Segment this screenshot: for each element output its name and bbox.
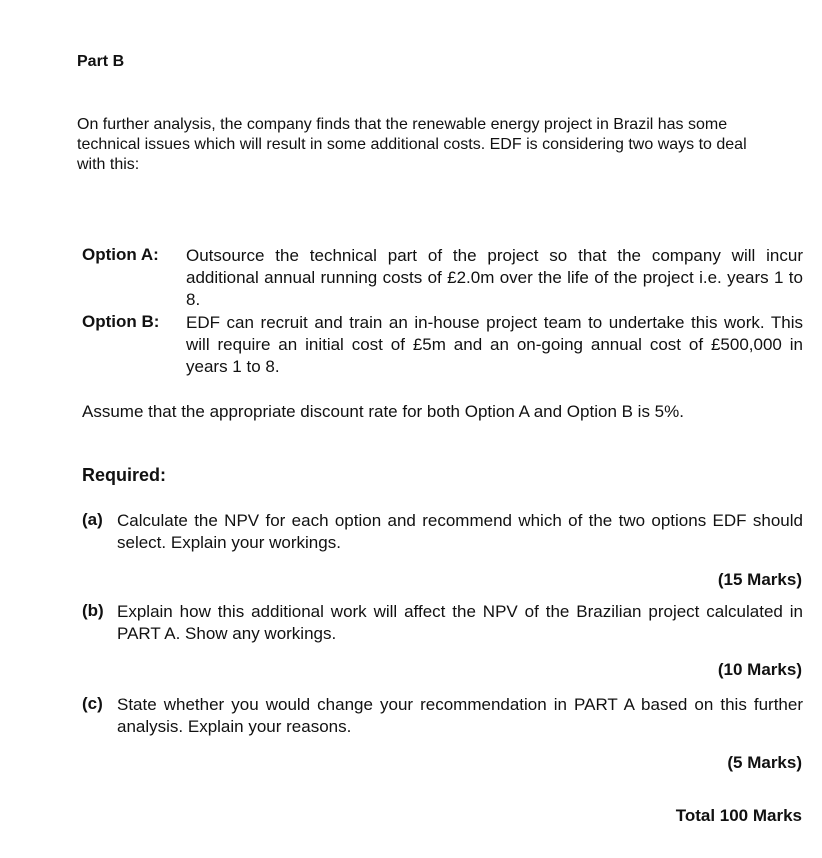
required-heading: Required:: [82, 465, 167, 485]
question-b-marks: (10 Marks): [717, 660, 802, 679]
intro-paragraph: On further analysis, the company finds that the renewable energy project in Brazil has some technical issues which will result in some additional costs. EDF is considering two ways to deal with this:: [77, 116, 747, 173]
option-b-label: Option B:: [82, 312, 160, 331]
question-b-label: (b): [82, 601, 104, 620]
question-c-label: (c): [82, 694, 103, 713]
option-a-label: Option A:: [82, 245, 159, 264]
total-marks: Total 100 Marks: [675, 806, 802, 825]
question-a-marks: (15 Marks): [717, 570, 802, 589]
option-b-text: EDF can recruit and train an in-house project team to undertake this work. This will require an initial cost of £5m and an on-going annual cost of £500,000 in years 1 to 8.: [186, 313, 803, 376]
question-a-label: (a): [82, 510, 103, 529]
question-c-text: State whether you would change your recommendation in PART A based on this further analysis. Explain your reasons.: [117, 695, 803, 736]
question-b-text: Explain how this additional work will affect the NPV of the Brazilian project calculated in PART A. Show any workings.: [117, 602, 803, 643]
question-a-text: Calculate the NPV for each option and recommend which of the two options EDF should select. Explain your workings.: [117, 511, 803, 552]
part-title: Part B: [77, 53, 125, 70]
assumption-text: Assume that the appropriate discount rate for both Option A and Option B is 5%.: [82, 402, 684, 421]
question-c-marks: (5 Marks): [727, 753, 802, 772]
option-a-text: Outsource the technical part of the project so that the company will incur additional annual running costs of £2.0m over the life of the project i.e. years 1 to 8.: [186, 246, 803, 309]
